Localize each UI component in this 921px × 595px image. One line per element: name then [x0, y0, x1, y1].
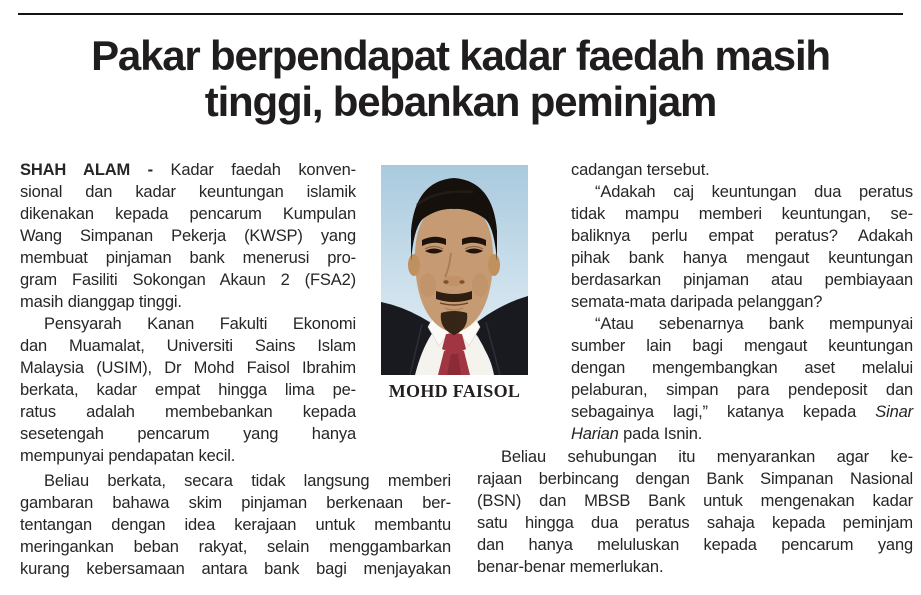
text-line: Malaysia (USIM), Dr Mohd Faisol Ibrahim [20, 359, 356, 377]
photo-caption: MOHD FAISOL [388, 381, 521, 401]
body-column-right-top [571, 159, 913, 445]
text-line: gram Fasiliti Sokongan Akaun 2 (FSA2) [20, 271, 356, 289]
text-line: Harian pada Isnin. [571, 425, 703, 443]
text-line: dengan mengembangkan aset melalui [571, 359, 913, 377]
text-line: masih dianggap tinggi. [20, 293, 182, 311]
text-line: ratus adalah membebankan kepada [20, 403, 356, 421]
text-line: benar-benar memerlukan. [477, 558, 664, 576]
text-line: pelaburan, simpan para pendeposit dan [571, 381, 913, 399]
text-line: SHAH ALAM - Kadar faedah konven- [20, 161, 356, 179]
text-line: cadangan tersebut. [571, 161, 710, 179]
text-line: “Adakah caj keuntungan dua peratus [595, 183, 913, 201]
text-line: kurang kebersamaan antara bank bagi menjayakan [20, 560, 451, 578]
text-line: Beliau sehubungan itu menyarankan agar ke- [501, 448, 913, 466]
text-line: berkata, kadar empat hingga lima pe- [20, 381, 356, 399]
body-column-right-bottom [477, 446, 913, 578]
text-line: tidak mampu memberi keuntungan, se- [571, 205, 913, 223]
headline-line-2: tinggi, bebankan peminjam [204, 78, 717, 125]
text-line: berdasarkan pinjaman atau pembiayaan [571, 271, 913, 289]
text-line: dan hanya meluluskan kepada pencarum yang [477, 536, 913, 554]
text-line: “Atau sebenarnya bank mempunyai [595, 315, 913, 333]
text-line: dan Muamalat, Universiti Sains Islam [20, 337, 356, 355]
text-line: (BSN) dan MBSB Bank untuk mengenakan kadar [477, 492, 913, 510]
text-line: membuat pinjaman bank menerusi pro- [20, 249, 356, 267]
text-line: semata-mata daripada pelanggan? [571, 293, 823, 311]
text-line: dikenakan kepada pencarum Kumpulan [20, 205, 356, 223]
text-line: sumber lain bagi mengaut keuntungan [571, 337, 913, 355]
headline-line-1: Pakar berpendapat kadar faedah masih [91, 32, 830, 79]
text-line: meringankan beban rakyat, selain menggambarkan [20, 538, 451, 556]
text-line: tentangan dengan idea kerajaan untuk membantu [20, 516, 451, 534]
body-column-left-top [20, 159, 356, 467]
text-line: pihak bank hanya mengaut keuntungan [571, 249, 913, 267]
text-line: Pensyarah Kanan Fakulti Ekonomi [44, 315, 356, 333]
text-line: rajaan berbincang dengan Bank Simpanan Nasional [477, 470, 913, 488]
top-rule [18, 13, 903, 15]
text-line: sional dan kadar keuntungan islamik [20, 183, 356, 201]
body-column-left-bottom [20, 470, 451, 580]
text-line: gambaran bahawa skim pinjaman berkenaan ber- [20, 494, 451, 512]
text-line: baliknya perlu empat peratus? Adakah [571, 227, 913, 245]
portrait-photo-illustration [381, 165, 528, 375]
text-line: Beliau berkata, secara tidak langsung memberi [44, 472, 451, 490]
text-line: satu hingga dua peratus sahaja kepada peminjam [477, 514, 913, 532]
portrait-photo [381, 165, 528, 375]
article-headline [0, 33, 921, 125]
text-line: sesetengah pencarum yang hanya [20, 425, 356, 443]
text-line: mempunyai pendapatan kecil. [20, 447, 236, 465]
text-line: Wang Simpanan Pekerja (KWSP) yang [20, 227, 356, 245]
text-line: sebagainya lagi,” katanya kepada Sinar [571, 403, 913, 421]
